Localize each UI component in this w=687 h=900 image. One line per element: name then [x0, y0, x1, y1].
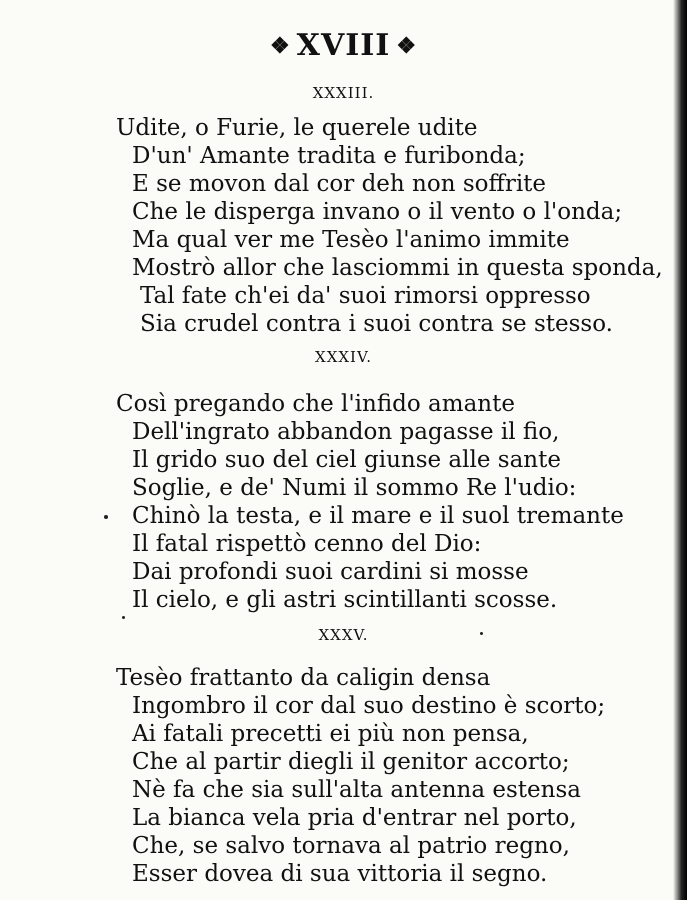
print-speck [122, 616, 125, 619]
verse-line: Il fatal rispettò cenno del Dio: [132, 531, 482, 557]
verse-line: Dai profondi suoi cardini si mosse [132, 559, 529, 585]
page-edge-shadow [673, 0, 687, 900]
verse-line: Soglie, e de' Numi il sommo Re l'udio: [132, 475, 577, 501]
verse-line: Sia crudel contra i suoi contra se stesso. [140, 311, 613, 337]
verse-line: Nè fa che sia sull'alta antenna estensa [132, 777, 581, 803]
verse-line: Chinò la testa, e il mare e il suol tremante [132, 503, 624, 529]
verse-line: Esser dovea di sua vittoria il segno. [132, 861, 548, 887]
stanza-number: XXXIII. [312, 84, 375, 102]
page-number: XVIII [296, 28, 391, 63]
page-header [0, 28, 687, 64]
verse-line: Ma qual ver me Tesèo l'animo immite [132, 227, 570, 253]
verse-line: Udite, o Furie, le querele udite [116, 115, 478, 141]
verse-line: Il cielo, e gli astri scintillanti scosse. [132, 587, 558, 613]
verse-line: Così pregando che l'infido amante [116, 391, 515, 417]
verse-line: Ingombro il cor dal suo destino è scorto; [132, 693, 606, 719]
print-speck [480, 632, 483, 635]
verse-line: Che, se salvo tornava al patrio regno, [132, 833, 570, 859]
verse-line: Mostrò allor che lasciommi in questa sponda, [132, 255, 663, 281]
verse-line: Che al partir diegli il genitor accorto; [132, 749, 570, 775]
ornament-right-icon: ❖ [396, 33, 418, 59]
verse-line: Che le disperga invano o il vento o l'onda; [132, 199, 623, 225]
print-speck [104, 515, 108, 519]
stanza-number: XXXIV. [315, 348, 372, 366]
ornament-left-icon: ❖ [269, 33, 291, 59]
verse-line: Il grido suo del ciel giunse alle sante [132, 447, 561, 473]
verse-line: Dell'ingrato abbandon pagasse il fio, [132, 419, 560, 445]
verse-line: La bianca vela pria d'entrar nel porto, [132, 805, 577, 831]
verse-line: Tal fate ch'ei da' suoi rimorsi oppresso [140, 283, 591, 309]
stanza-number: XXXV. [318, 626, 369, 644]
verse-line: E se movon dal cor deh non soffrite [132, 171, 547, 197]
verse-line: Ai fatali precetti ei più non pensa, [132, 721, 529, 747]
verse-line: D'un' Amante tradita e furibonda; [132, 143, 526, 169]
verse-line: Tesèo frattanto da caligin densa [116, 665, 491, 691]
